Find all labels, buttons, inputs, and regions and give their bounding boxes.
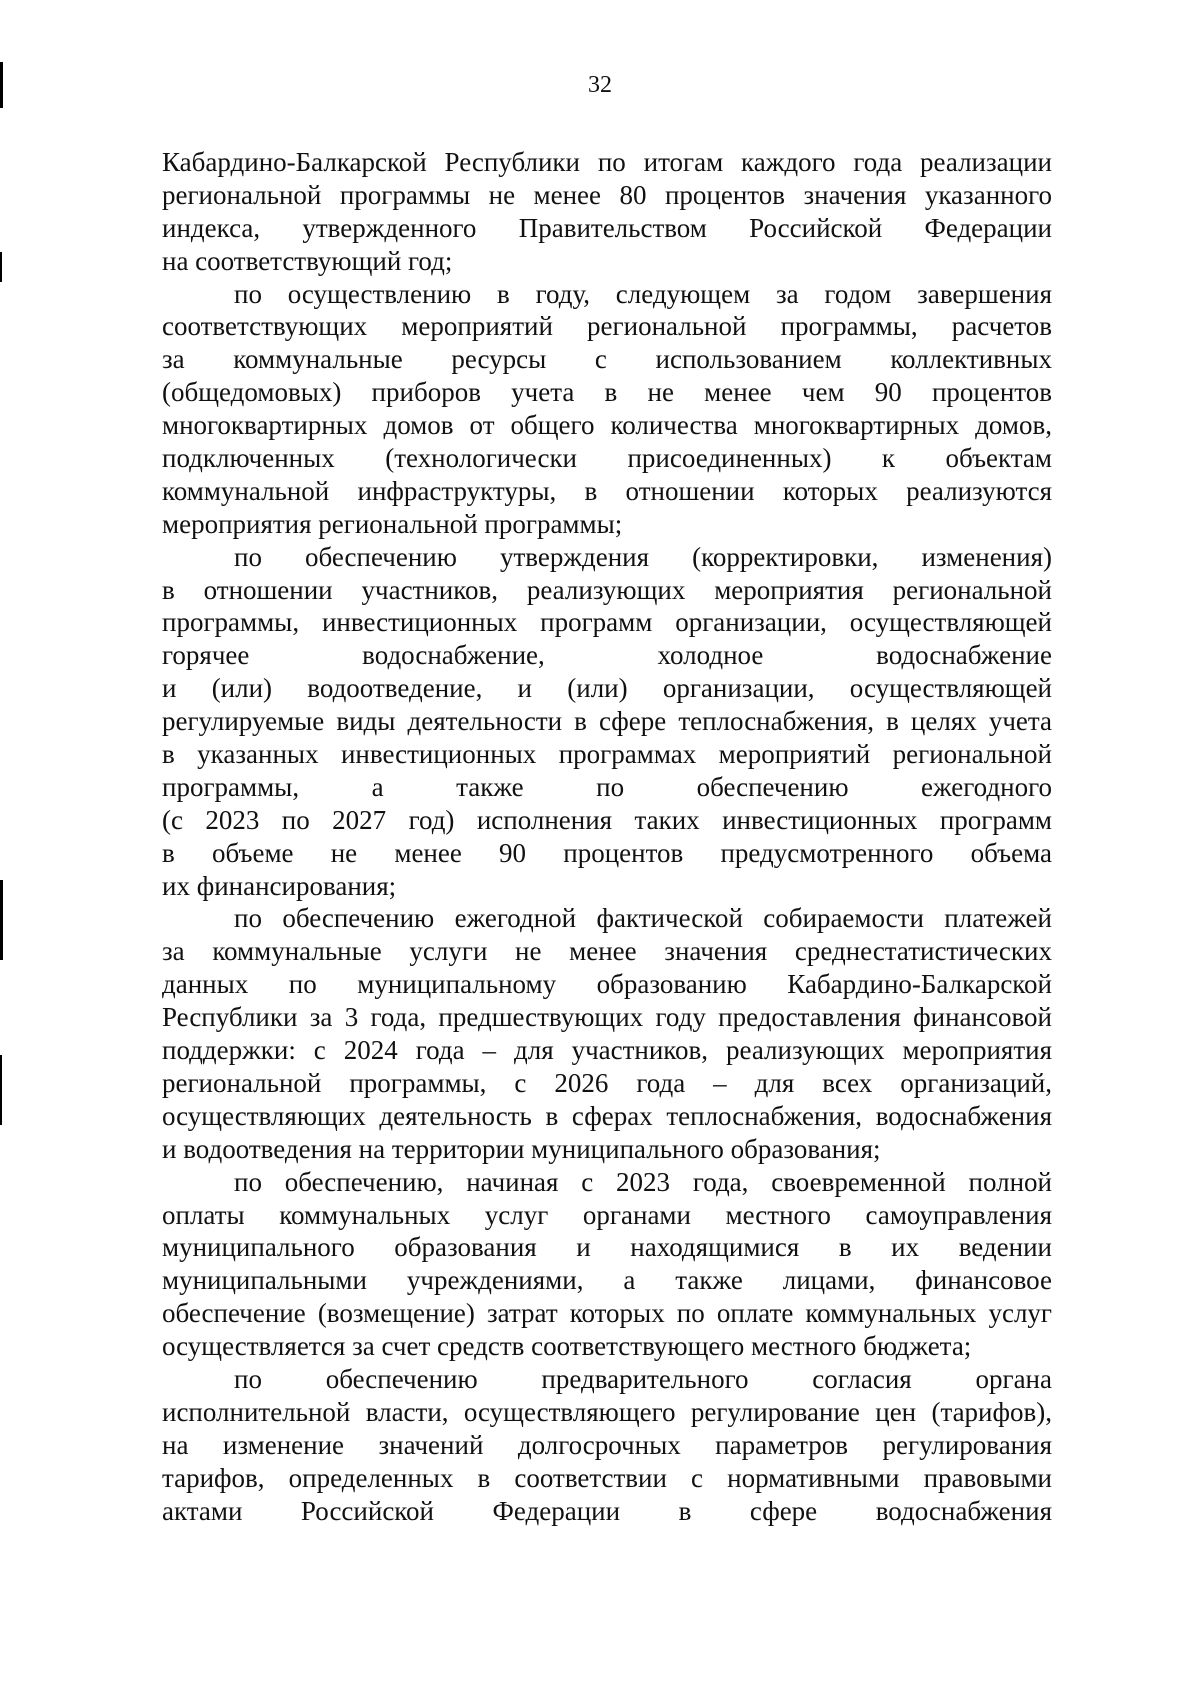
text-line: по обеспечению, начиная с 2023 года, своевременной полной (234, 1166, 1052, 1197)
text-line: Республики за 3 года, предшествующих году предоставления финансовой (162, 1002, 1052, 1033)
text-line: на соответствующий год; (162, 245, 453, 276)
text-line: обеспечение (возмещение) затрат которых по оплате коммунальных услуг (162, 1298, 1052, 1329)
text-line: осуществляется за счет средств соответствующего местного бюджета; (162, 1331, 972, 1362)
text-line: в объеме не менее 90 процентов предусмотренного объема (162, 837, 1052, 868)
text-line: их финансирования; (162, 870, 397, 901)
text-line: в указанных инвестиционных программах мероприятий региональной (162, 739, 1052, 770)
text-line: регулируемые виды деятельности в сфере теплоснабжения, в целях учета (162, 706, 1052, 737)
text-line: по обеспечению предварительного согласия органа (234, 1363, 1052, 1394)
text-line: индекса, утвержденного Правительством Российской Федерации (162, 212, 1052, 243)
text-line: муниципальными учреждениями, а также лицами, финансовое (162, 1265, 1052, 1296)
text-line: за коммунальные ресурсы с использованием коллективных (162, 344, 1052, 375)
page-number: 32 (588, 72, 612, 98)
scan-edge-mark (0, 252, 2, 282)
text-line: Кабардино-Балкарской Республики по итогам каждого года реализации (162, 147, 1052, 177)
text-line: исполнительной власти, осуществляющего регулирование цен (тарифов), (162, 1396, 1052, 1427)
text-line: коммунальной инфраструктуры, в отношении которых реализуются (162, 475, 1052, 506)
text-line: программы, а также по обеспечению ежегодного (162, 771, 1052, 802)
scan-edge-mark (0, 880, 3, 960)
text-line: в отношении участников, реализующих мероприятия региональной (162, 574, 1052, 605)
text-line: муниципального образования и находящимися в их ведении (162, 1232, 1052, 1263)
scan-edge-mark (0, 1055, 2, 1125)
text-line: оплаты коммунальных услуг органами местного самоуправления (162, 1199, 1052, 1230)
text-line: по обеспечению утверждения (корректировки, изменения) (234, 541, 1052, 572)
text-line: за коммунальные услуги не менее значения среднестатистических (162, 936, 1052, 967)
text-line: и (или) водоотведение, и (или) организации, осуществляющей (162, 673, 1052, 704)
text-line: (с 2023 по 2027 год) исполнения таких инвестиционных программ (162, 804, 1052, 835)
text-line: по обеспечению ежегодной фактической собираемости платежей (234, 903, 1052, 934)
text-line: осуществляющих деятельность в сферах теплоснабжения, водоснабжения (162, 1100, 1052, 1131)
text-line: и водоотведения на территории муниципального образования; (162, 1133, 881, 1164)
text-line: на изменение значений долгосрочных параметров регулирования (162, 1429, 1052, 1460)
text-line: данных по муниципальному образованию Кабардино-Балкарской (162, 969, 1052, 1000)
text-line: региональной программы, с 2026 года – для всех организаций, (162, 1067, 1052, 1098)
text-line: соответствующих мероприятий региональной программы, расчетов (162, 311, 1052, 342)
document-body (162, 146, 1052, 1527)
text-line: программы, инвестиционных программ организации, осуществляющей (162, 607, 1052, 638)
text-line: горячее водоснабжение, холодное водоснабжение (162, 640, 1052, 671)
text-line: поддержки: с 2024 года – для участников, реализующих мероприятия (162, 1035, 1052, 1066)
text-line: региональной программы не менее 80 процентов значения указанного (162, 179, 1052, 210)
text-line: (общедомовых) приборов учета в не менее чем 90 процентов (162, 377, 1052, 408)
text-line: по осуществлению в году, следующем за годом завершения (234, 278, 1052, 309)
text-line: подключенных (технологически присоединенных) к объектам (162, 443, 1052, 474)
text-line: многоквартирных домов от общего количества многоквартирных домов, (162, 410, 1052, 441)
text-line: актами Российской Федерации в сфере водоснабжения (162, 1495, 1052, 1526)
text-line: мероприятия региональной программы; (162, 508, 623, 539)
text-line: тарифов, определенных в соответствии с нормативными правовыми (162, 1462, 1052, 1493)
